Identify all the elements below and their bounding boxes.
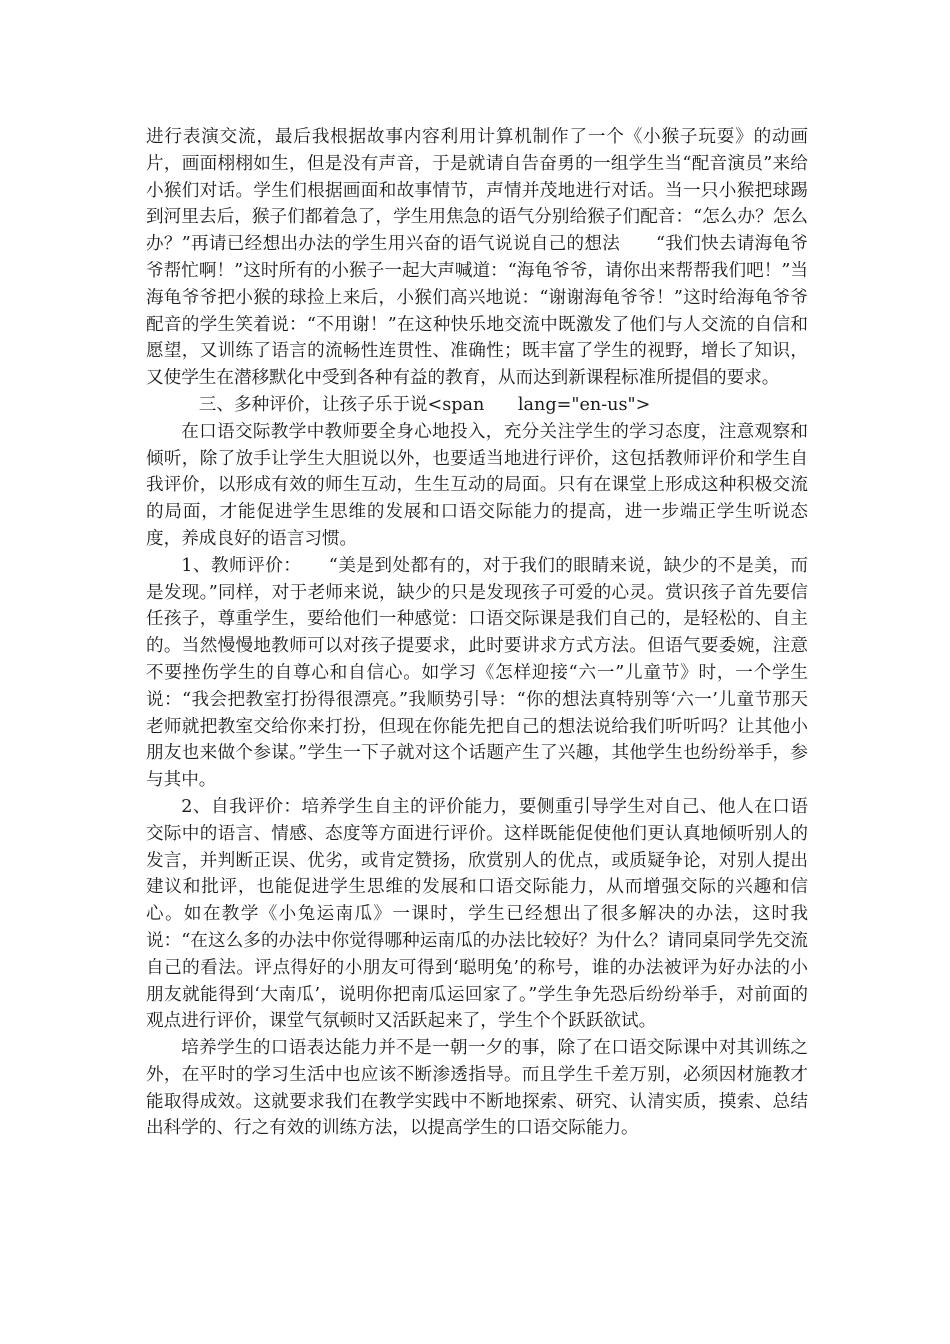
paragraph-evaluation-intro: 在口语交际教学中教师要全身心地投入，充分关注学生的学习态度，注意观察和倾听，除了放手让学生大胆说以外，也要适当地进行评价，这包括教师评价和学生自我评价，以形成有效的师生互动，生生互动的局面。只有在课堂上形成这种积极交流的局面，才能促进学生思维的发展和口语交际能力的提高，进一步端正学生听说态度，养成良好的语言习惯。	[146, 421, 808, 549]
document-page	[146, 124, 808, 1142]
paragraph-self-evaluation: 2、自我评价：培养学生自主的评价能力，要侧重引导学生对自己、他人在口语交际中的语言、情感、态度等方面进行评价。这样既能促使他们更认真地倾听别人的发言，并判断正误、优劣，或肯定赞扬，欣赏别人的优点，或质疑争论，对别人提出建议和批评，也能促进学生思维的发展和口语交际能力，从而增强交际的兴趣和信心。如在教学《小兔运南瓜》一课时，学生已经想出了很多解决的办法，这时我说：“在这么多的办法中你觉得哪种运南瓜的办法比较好？为什么？请同桌同学先交流自己的看法。评点得好的小朋友可得到‘聪明兔’的称号，谁的办法被评为好办法的小朋友就能得到‘大南瓜’，说明你把南瓜运回家了。”学生争先恐后纷纷举手，对前面的观点进行评价，课堂气氛顿时又活跃起来了，学生个个跃跃欲试。	[146, 796, 808, 1032]
paragraph-teacher-evaluation: 1、教师评价： “美是到处都有的，对于我们的眼睛来说，缺少的不是美，而是发现。”同样，对于老师来说，缺少的只是发现孩子可爱的心灵。赏识孩子首先要信任孩子，尊重学生，要给他们一种感觉：口语交际课是我们自己的，是轻松的、自主的。当然慢慢地教师可以对孩子提要求，此时要讲求方式方法。但语气要委婉，注意不要挫伤学生的自尊心和自信心。如学习《怎样迎接“六一”儿童节》时，一个学生说：“我会把教室打扮得很漂亮。”我顺势引导：“你的想法真特别等‘六一’儿童节那天老师就把教室交给你来打扮，但现在你能先把自己的想法说给我们听听吗？让其他小朋友也来做个参谋。”学生一下子就对这个话题产生了兴趣，其他学生也纷纷举手，参与其中。	[146, 555, 808, 791]
section-heading-evaluation: 三、多种评价，让孩子乐于说<span lang="en-us">	[198, 394, 651, 415]
paragraph-conclusion: 培养学生的口语表达能力并不是一朝一夕的事，除了在口语交际课中对其训练之外，在平时的学习生活中也应该不断渗透指导。而且学生千差万别，必须因材施教才能取得成效。这就要求我们在教学实践中不断地探索、研究、认清实质，摸索、总结出科学的、行之有效的训练方法，以提高学生的口语交际能力。	[146, 1038, 808, 1139]
paragraph-performance-exchange: 进行表演交流，最后我根据故事内容利用计算机制作了一个《小猴子玩耍》的动画片，画面栩栩如生，但是没有声音，于是就请自告奋勇的一组学生当“配音演员”来给小猴们对话。学生们根据画面和故事情节，声情并茂地进行对话。当一只小猴把球踢到河里去后，猴子们都着急了，学生用焦急的语气分别给猴子们配音：“怎么办？怎么办？”再请已经想出办法的学生用兴奋的语气说说自己的想法 “我们快去请海龟爷爷帮忙啊！”这时所有的小猴子一起大声喊道：“海龟爷爷，请你出来帮帮我们吧！”当海龟爷爷把小猴的球捡上来后，小猴们高兴地说：“谢谢海龟爷爷！”这时给海龟爷爷配音的学生笑着说：“不用谢！”在这种快乐地交流中既激发了他们与人交流的自信和愿望，又训练了语言的流畅性连贯性、准确性；既丰富了学生的视野，增长了知识，又使学生在潜移默化中受到各种有益的教育，从而达到新课程标准所提倡的要求。	[146, 127, 808, 389]
